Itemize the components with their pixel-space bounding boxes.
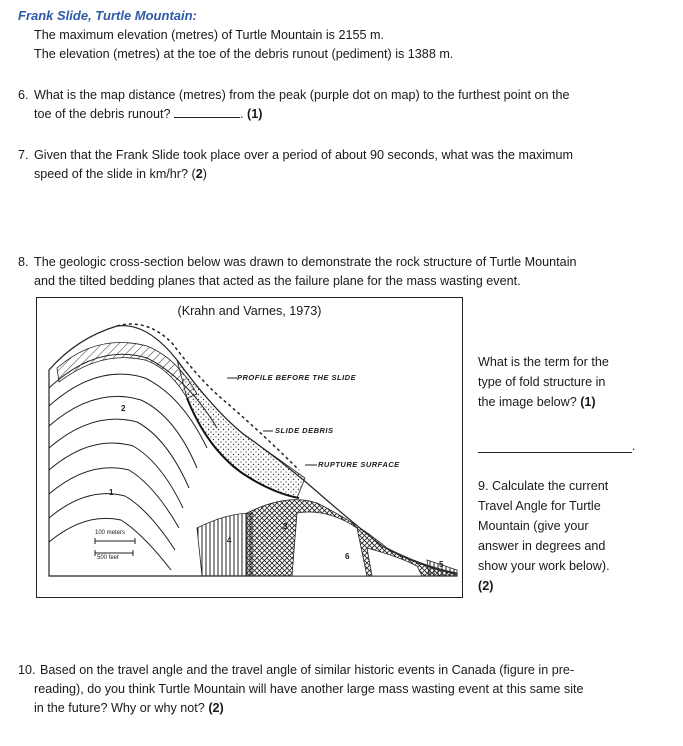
section-heading: Frank Slide, Turtle Mountain:: [18, 8, 197, 23]
fold-answer-line[interactable]: [478, 452, 632, 453]
unit-label-4: 4: [227, 536, 232, 545]
label-profile-before-slide: PROFILE BEFORE THE SLIDE: [237, 373, 357, 382]
q6-text: What is the map distance (metres) from the peak (purple dot on map) to the furthest point on the: [34, 88, 570, 102]
unit-label-1: 1: [109, 488, 114, 497]
fold-question-marks: (1): [580, 395, 596, 409]
q10-number: 10.: [18, 663, 36, 677]
q8-text: The geologic cross-section below was drawn to demonstrate the rock structure of Turtle Mountain: [34, 255, 577, 269]
q6-text-end: toe of the debris runout?: [34, 107, 171, 121]
scale-label-feet: 500 feet: [97, 555, 119, 561]
q9-line-5: show your work below).: [478, 559, 610, 573]
q6-answer-blank[interactable]: [174, 106, 240, 118]
q9-line-4: answer in degrees and: [478, 539, 606, 553]
q9-line-2: Travel Angle for Turtle: [478, 499, 601, 513]
fold-question-line-2: type of fold structure in: [478, 375, 606, 389]
q10-text-2: reading), do you think Turtle Mountain will have another large mass wasting event at this same site: [34, 682, 584, 696]
cross-section-figure: [36, 297, 463, 598]
intro-toe-elevation: The elevation (metres) at the toe of the debris runout (pediment) is 1388 m.: [34, 47, 454, 61]
q10-marks: (2): [208, 701, 224, 715]
fold-question-line-3: the image below? (1): [478, 395, 596, 409]
q8-text-2: and the tilted bedding planes that acted as the failure plane for the mass wasting event.: [34, 274, 521, 288]
q6-number: 6.: [18, 88, 29, 102]
scale-label-meters: 100 meters: [95, 530, 126, 536]
label-slide-debris: SLIDE DEBRIS: [275, 426, 334, 435]
q6-text-2: toe of the debris runout? . (1): [34, 107, 263, 121]
q8-number: 8.: [18, 255, 29, 269]
intro-max-elevation: The maximum elevation (metres) of Turtle Mountain is 2155 m.: [34, 28, 384, 42]
fold-question-line-1: What is the term for the: [478, 355, 609, 369]
q10-text-3: in the future? Why or why not? (2): [34, 701, 224, 715]
unit-label-6: 6: [345, 552, 350, 561]
q10-text: Based on the travel angle and the travel angle of similar historic events in Canada (figure in pre-: [40, 663, 575, 677]
unit-label-5: 5: [439, 560, 444, 569]
q7-text-2: speed of the slide in km/hr? (2): [34, 167, 207, 181]
q6-marks: (1): [247, 107, 263, 121]
q7-marks: 2: [195, 167, 203, 181]
label-rupture-surface: RUPTURE SURFACE: [318, 460, 400, 469]
unit-label-2: 2: [121, 404, 126, 413]
fold-answer-period: .: [632, 439, 636, 453]
q9-line-3: Mountain (give your: [478, 519, 589, 533]
fold-question: [478, 352, 638, 412]
figure-citation: (Krahn and Varnes, 1973): [177, 304, 322, 318]
cross-section-drawing: [37, 298, 462, 597]
q7-number: 7.: [18, 148, 29, 162]
unit-label-3: 3: [283, 522, 288, 531]
q7-text: Given that the Frank Slide took place over a period of about 90 seconds, what was the maximum: [34, 148, 574, 162]
q9-marks: (2): [478, 579, 494, 593]
q9-line-1: 9. Calculate the current: [478, 479, 609, 493]
q9-block: [478, 476, 638, 596]
